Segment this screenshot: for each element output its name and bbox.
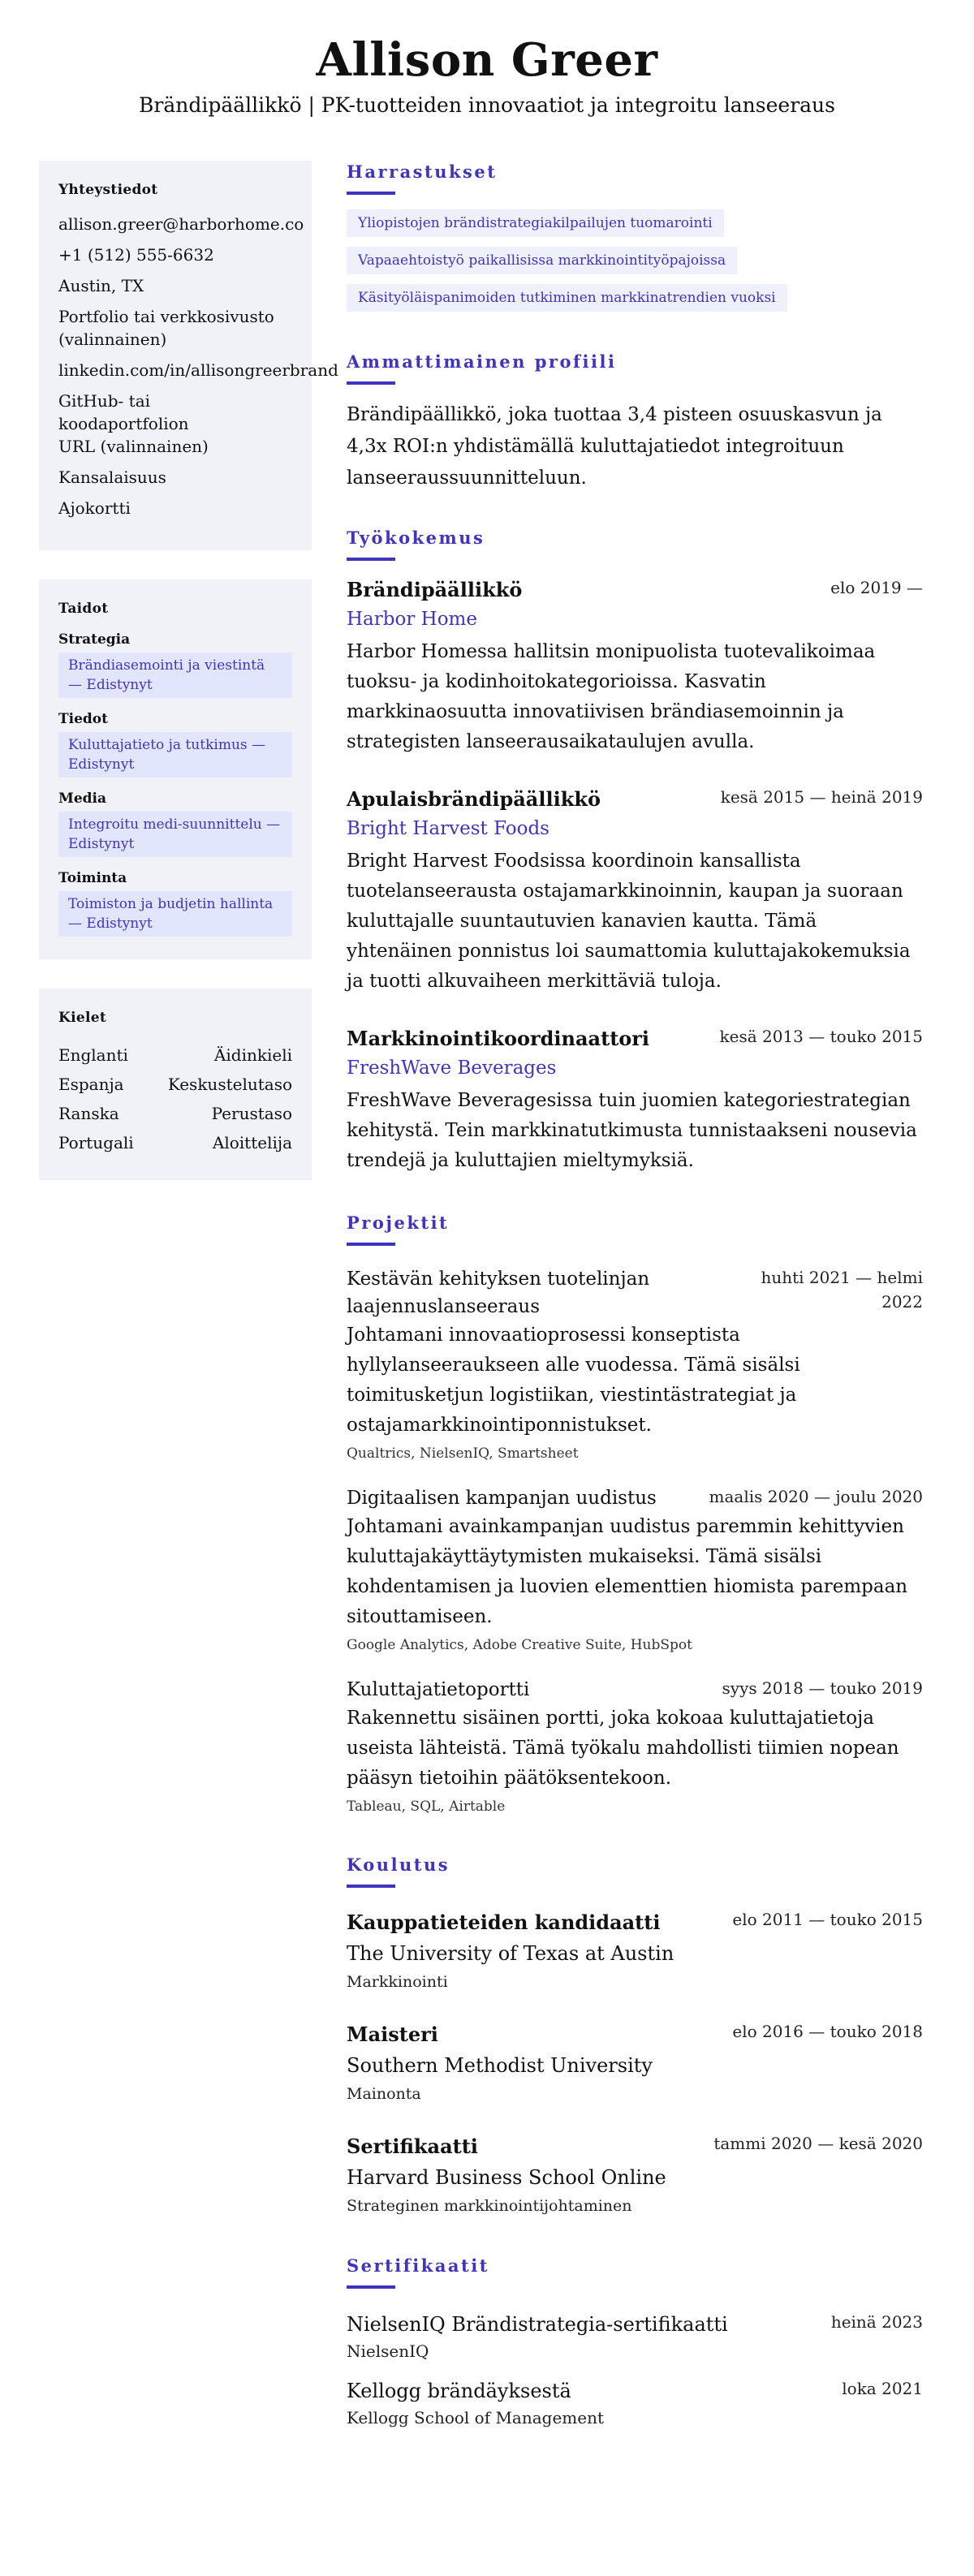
project-entry (347, 1484, 923, 1656)
skill-group (58, 790, 292, 857)
section-title: Koulutus (347, 1854, 450, 1875)
language-level: Äidinkieli (213, 1045, 292, 1065)
project-name: Kestävän kehityksen tuotelinjan laajennuslanseeraus (347, 1269, 650, 1317)
section-title: Ammattimainen profiili (347, 351, 617, 372)
job-title: Apulaisbrändipäällikkö (347, 787, 601, 811)
education-entry (347, 2019, 923, 2107)
section-title: Työkokemus (347, 528, 485, 548)
project-tools: Tableau, SQL, Airtable (347, 1798, 506, 1815)
project-dates: maalis 2020 — joulu 2020 (709, 1487, 923, 1506)
certificate-entry (347, 2310, 923, 2363)
hobby-tag: Käsityöläispanimoiden tutkiminen markkinatrendien vuoksi (347, 284, 787, 312)
language-level: Keskustelutaso (167, 1075, 292, 1094)
language-row (58, 1099, 292, 1128)
sidebar (39, 161, 338, 1209)
language-row (58, 1128, 292, 1157)
section-divider (347, 2285, 395, 2289)
skill-category: Toiminta (58, 870, 127, 886)
language-row (58, 1070, 292, 1099)
certificate-date: loka 2021 (842, 2379, 923, 2398)
degree: Maisteri (347, 2022, 438, 2046)
project-tools: Qualtrics, NielsenIQ, Smartsheet (347, 1445, 579, 1462)
job-title: Markkinointikoordinaattori (347, 1027, 650, 1050)
project-description: Rakennettu sisäinen portti, joka kokoaa kuluttajatietoja useista lähteistä. Tämä työkalu mahdollisti tiimien nopean pääsyn tietoihin päätöksentekoon. (347, 1708, 899, 1789)
resume-header (0, 0, 974, 146)
profile-summary: Brändipäällikkö, joka tuottaa 3,4 pisteen osuuskasvun ja 4,3x ROI:n yhdistämällä kuluttajatiedot integroituun lanseeraussuunnitteluun. (347, 404, 882, 489)
project-name: Kuluttajatietoportti (347, 1679, 530, 1700)
contact-drivers-license: Ajokortti (58, 498, 131, 518)
section-title: Projektit (347, 1213, 450, 1233)
skill-group (58, 711, 292, 778)
job-title: Brändipäällikkö (347, 578, 523, 601)
hobbies-section (347, 161, 923, 321)
skill-group (58, 870, 292, 937)
education-dates: elo 2011 — touko 2015 (732, 1910, 923, 1929)
company-name: Harbor Home (347, 609, 477, 630)
field-of-study: Strateginen markkinointijohtaminen (347, 2197, 632, 2215)
language-level: Aloittelija (212, 1133, 292, 1152)
certificate-issuer: NielsenIQ (347, 2341, 429, 2361)
education-dates: elo 2016 — touko 2018 (732, 2022, 923, 2041)
skill-tag: Kuluttajatieto ja tutkimus — Edistynyt (58, 732, 292, 778)
field-of-study: Markkinointi (347, 1973, 448, 1991)
project-entry (347, 1676, 923, 1818)
certificate-issuer: Kellogg School of Management (347, 2408, 605, 2427)
hobby-list (347, 209, 923, 321)
section-title: Sertifikaatit (347, 2255, 489, 2276)
hobby-tag: Vapaaehtoistyö paikallisissa markkinointityöpajoissa (347, 247, 737, 274)
project-entry (347, 1265, 923, 1465)
field-of-study: Mainonta (347, 2085, 421, 2103)
language-name: Ranska (58, 1104, 119, 1123)
company-name: Bright Harvest Foods (347, 818, 549, 839)
education-entry (347, 1907, 923, 1995)
candidate-name: Allison Greer (316, 33, 658, 87)
certificate-name: NielsenIQ Brändistrategia-sertifikaatti (347, 2313, 728, 2336)
job-dates: kesä 2015 — heinä 2019 (720, 787, 923, 807)
contact-location: Austin, TX (58, 276, 144, 295)
contact-linkedin[interactable]: linkedin.com/in/allisongreerbrand (58, 360, 338, 380)
language-level: Perustaso (211, 1104, 292, 1123)
experience-entry (347, 785, 923, 997)
contact-portfolio: Portfolio tai verkkosivusto (valinnainen) (58, 307, 274, 349)
projects-section (347, 1212, 923, 1818)
contact-title: Yhteystiedot (58, 182, 158, 198)
project-dates: syys 2018 — touko 2019 (722, 1678, 923, 1698)
experience-entry (347, 1024, 923, 1176)
experience-entry (347, 575, 923, 757)
job-description: Bright Harvest Foodsissa koordinoin kansallista tuotelanseerausta ostajamarkkinoinnin, kaupan ja suoraan kuluttajalle suuntautuvien kanavien kautta. Tämä yhtenäinen ponnistus loi saumattomia kuluttajakokemuksia ja tuotti alkuvaiheen merkittäviä tuloja. (347, 851, 911, 992)
project-description: Johtamani innovaatioprosessi konseptista hyllylanseeraukseen alle vuodessa. Tämä sisälsi toimitusketjun logistiikan, viestintästrategiat ja ostajamarkkinointiponnistukset. (347, 1325, 800, 1436)
contact-citizenship: Kansalaisuus (58, 467, 166, 487)
language-name: Portugali (58, 1133, 134, 1152)
job-dates: kesä 2013 — touko 2015 (719, 1027, 923, 1046)
language-name: Englanti (58, 1045, 128, 1065)
certificates-section (347, 2255, 923, 2430)
contact-github: GitHub- tai koodaportfolion URL (valinnainen) (58, 391, 209, 456)
skill-category: Media (58, 790, 106, 807)
school-name: Southern Methodist University (347, 2054, 653, 2077)
certificate-date: heinä 2023 (830, 2312, 923, 2332)
project-dates: huhti 2021 — helmi 2022 (761, 1268, 923, 1312)
education-section (347, 1854, 923, 2219)
language-row (58, 1040, 292, 1070)
experience-section (347, 527, 923, 1176)
job-description: FreshWave Beveragesissa tuin juomien kategoriestrategian kehitystä. Tein markkinatutkimusta tunnistaakseni nousevia trendejä ja kuluttajien mieltymyksiä. (347, 1090, 917, 1171)
profile-section (347, 351, 923, 494)
section-title: Harrastukset (347, 162, 498, 182)
candidate-headline: Brändipäällikkö | PK-tuotteiden innovaatiot ja integroitu lanseeraus (139, 93, 835, 117)
section-divider (347, 1885, 395, 1888)
skills-box (39, 579, 312, 959)
section-divider (347, 558, 395, 561)
contact-phone: +1 (512) 555-6632 (58, 245, 214, 265)
hobby-tag: Yliopistojen brändistrategiakilpailujen tuomarointi (347, 209, 724, 237)
education-entry (347, 2131, 923, 2219)
section-divider (347, 381, 395, 385)
contact-box (39, 161, 338, 550)
company-name: FreshWave Beverages (347, 1058, 557, 1079)
skill-tag: Brändiasemointi ja viestintä — Edistynyt (58, 653, 292, 698)
skill-tag: Integroitu medi-suunnittelu — Edistynyt (58, 812, 292, 857)
skill-tag: Toimiston ja budjetin hallinta — Edistynyt (58, 891, 292, 937)
project-description: Johtamani avainkampanjan uudistus paremmin kehittyvien kuluttajakäyttäytymisten mukaiseksi. Tämä sisälsi kohdentamisen ja luovien elementtien hiomista parempaan sitouttamiseen. (347, 1516, 908, 1627)
languages-box (39, 989, 312, 1180)
skill-category: Tiedot (58, 711, 109, 727)
language-name: Espanja (58, 1075, 124, 1094)
section-divider (347, 1243, 395, 1246)
project-tools: Google Analytics, Adobe Creative Suite, HubSpot (347, 1637, 692, 1653)
job-description: Harbor Homessa hallitsin monipuolista tuotevalikoimaa tuoksu- ja kodinhoitokategorioissa. Kasvatin markkinaosuutta innovatiivisen brändiasemoinnin ja strategisten lanseerausaikataulujen avulla. (347, 641, 876, 752)
languages-title: Kielet (58, 1010, 106, 1026)
education-dates: tammi 2020 — kesä 2020 (713, 2134, 923, 2153)
certificate-name: Kellogg brändäyksestä (347, 2380, 571, 2402)
school-name: The University of Texas at Austin (347, 1942, 674, 1965)
degree: Kauppatieteiden kandidaatti (347, 1910, 661, 1934)
degree: Sertifikaatti (347, 2134, 478, 2158)
certificate-entry (347, 2376, 923, 2430)
skill-category: Strategia (58, 631, 131, 648)
main-content (347, 161, 923, 2466)
project-name: Digitaalisen kampanjan uudistus (347, 1488, 657, 1509)
contact-email[interactable]: allison.greer@harborhome.co (58, 214, 304, 234)
job-dates: elo 2019 — (830, 578, 923, 597)
skill-group (58, 631, 292, 698)
skills-title: Taidot (58, 601, 109, 617)
section-divider (347, 192, 395, 195)
school-name: Harvard Business School Online (347, 2166, 666, 2189)
